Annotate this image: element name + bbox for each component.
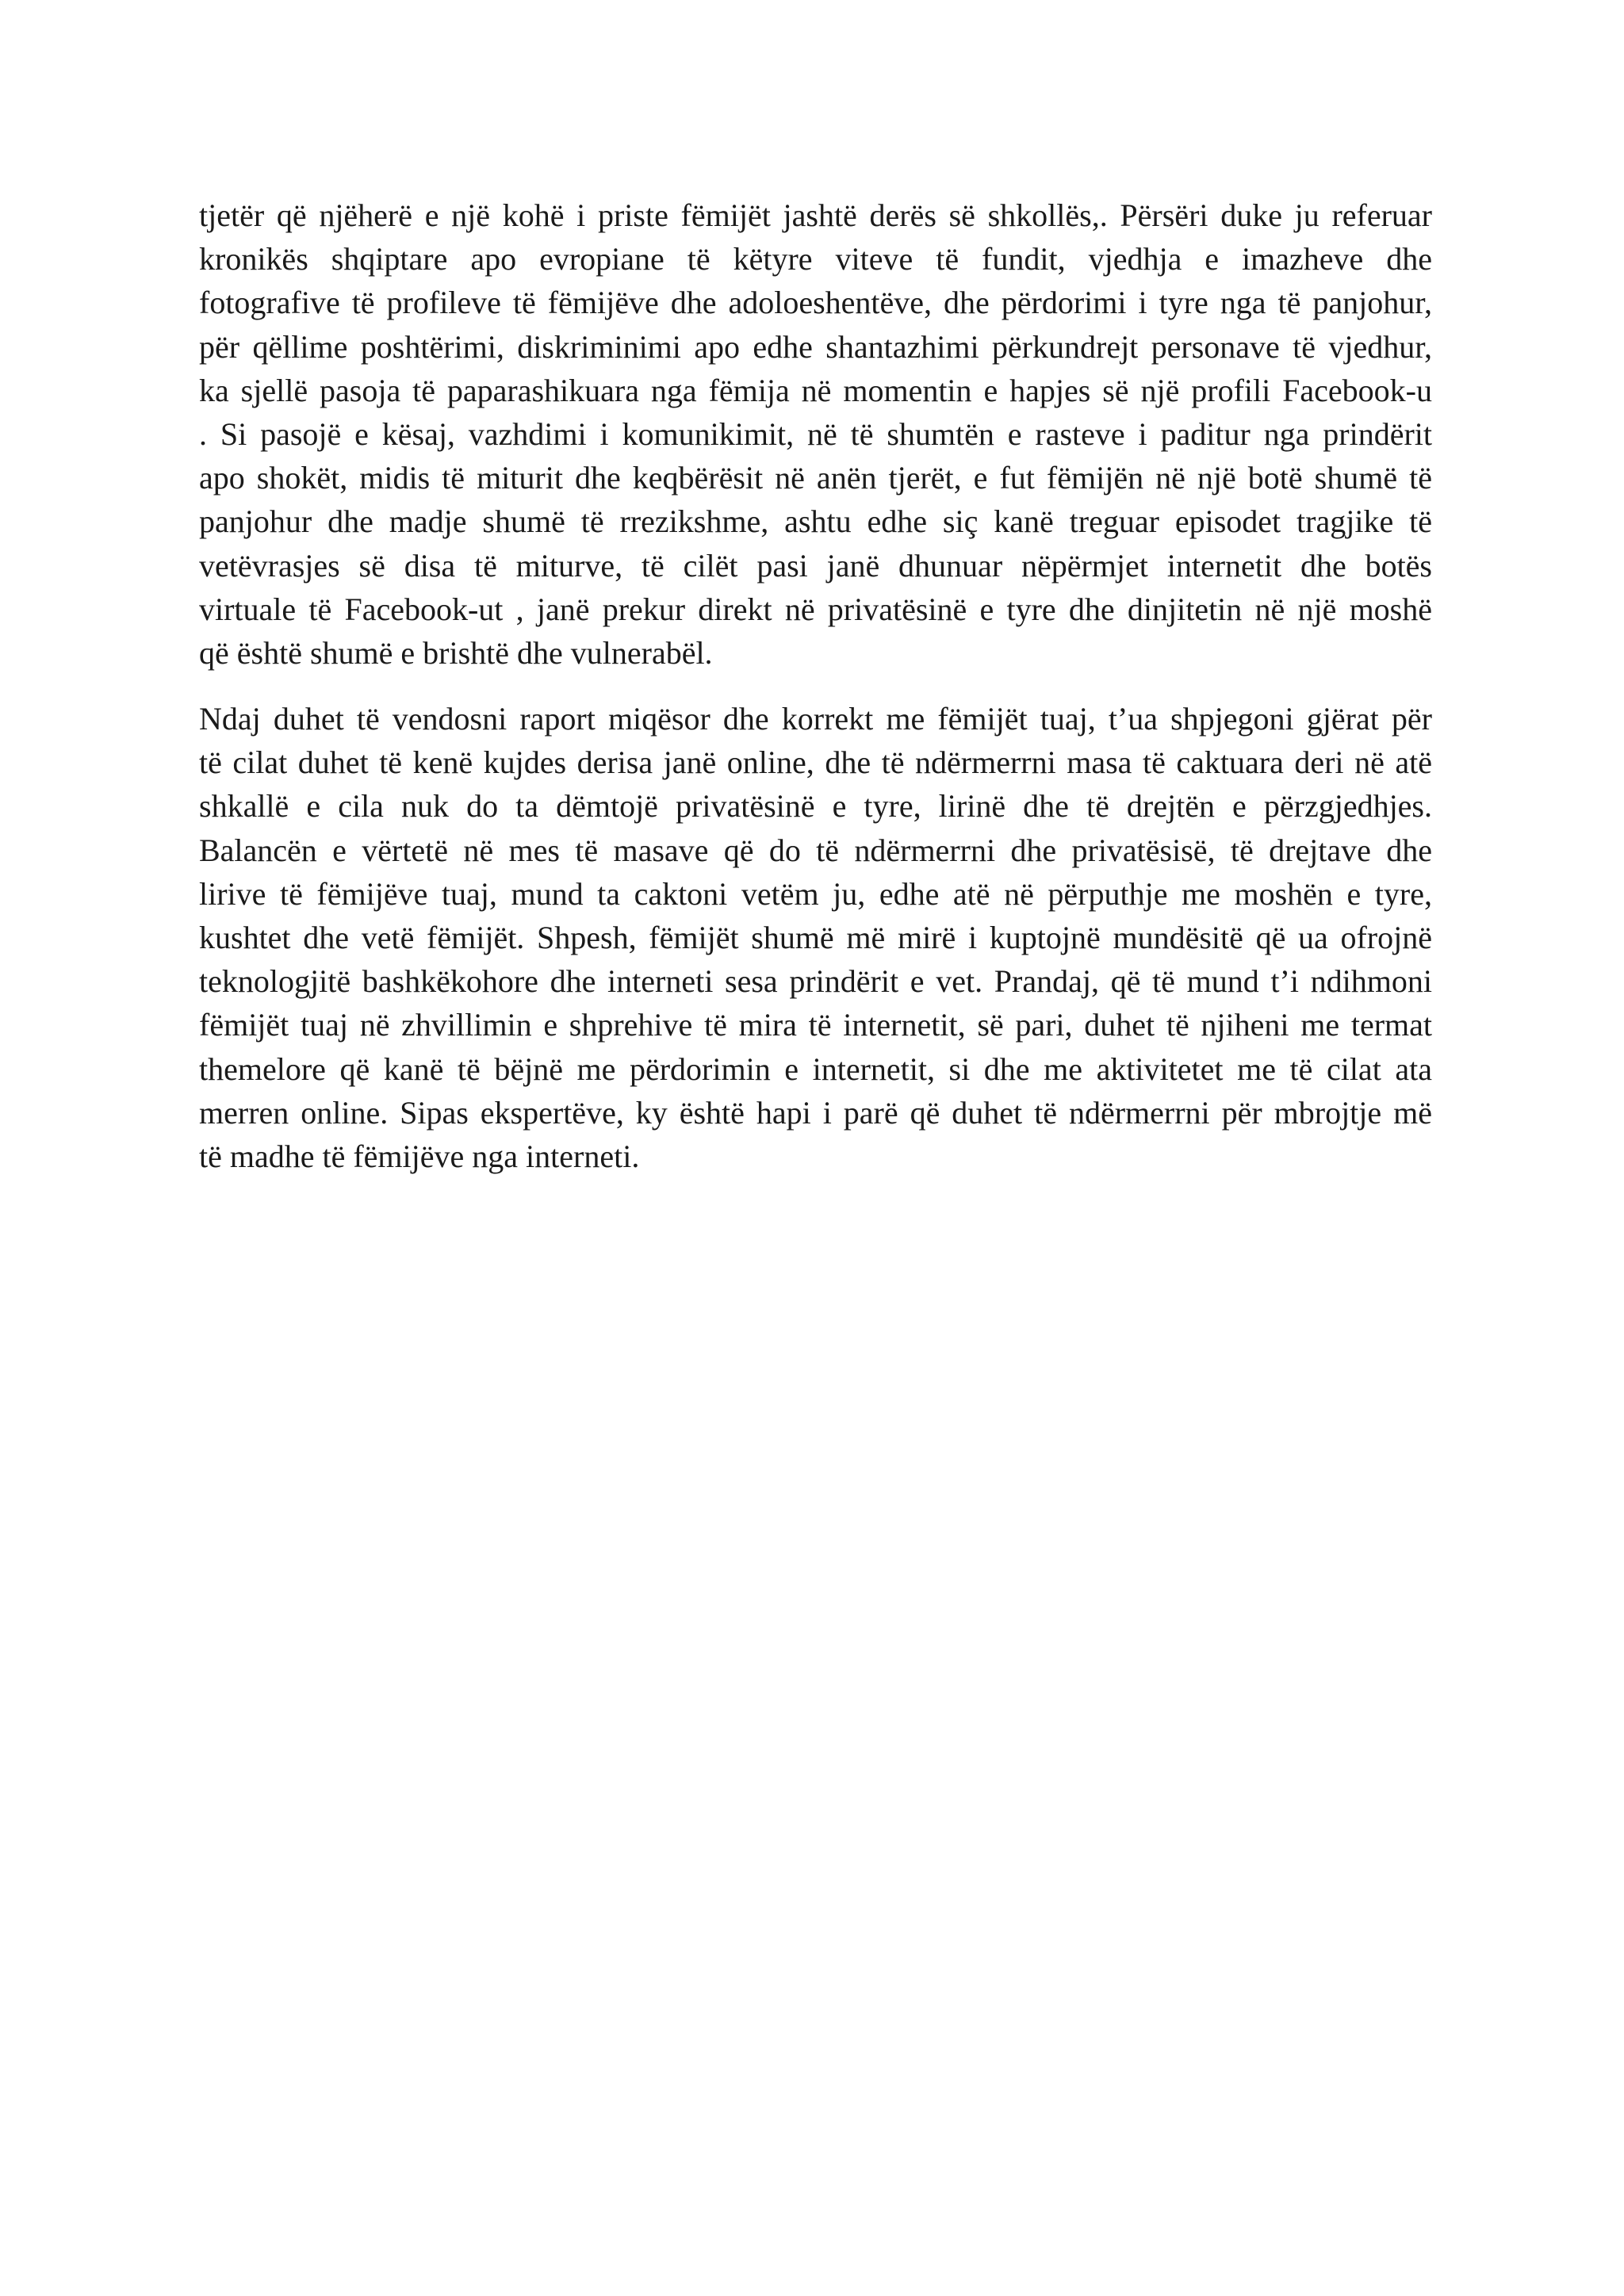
- paragraph-line: të madhe të fëmijëve nga interneti.: [199, 1138, 640, 1174]
- paragraph-line: vetëvrasjes së disa të miturve, të cilët pasi janë dhunuar nëpërmjet internetit dhe botës: [199, 547, 1432, 584]
- paragraph-line: . Si pasojë e kësaj, vazhdimi i komunikimit, në të shumtën e rasteve i paditur nga prindërit: [199, 415, 1432, 452]
- paragraph-line: Balancën e vërtetë në mes të masave që do të ndërmerrni dhe privatësisë, të drejtave dhe: [199, 832, 1432, 868]
- paragraph-2: [199, 697, 1432, 1178]
- paragraph-line: kronikës shqiptare apo evropiane të këtyre viteve të fundit, vjedhja e imazheve dhe: [199, 241, 1432, 277]
- paragraph-line: panjohur dhe madje shumë të rrezikshme, ashtu edhe siç kanë treguar episodet tragjike të: [199, 503, 1432, 540]
- paragraph-line: fëmijët tuaj në zhvillimin e shprehive të mira të internetit, së pari, duhet të njiheni me termat: [199, 1007, 1432, 1043]
- paragraph-line: për qëllime poshtërimi, diskriminimi apo edhe shantazhimi përkundrejt personave të vjedhur,: [199, 328, 1432, 365]
- paragraph-line: fotografive të profileve të fëmijëve dhe adoloeshentëve, dhe përdorimi i tyre nga të panjohur,: [199, 285, 1432, 321]
- paragraph-line: virtuale të Facebook-ut , janë prekur direkt në privatësinë e tyre dhe dinjitetin në një moshë: [199, 591, 1432, 627]
- paragraph-line: të cilat duhet të kenë kujdes derisa janë online, dhe të ndërmerrni masa të caktuara deri në atë: [199, 744, 1432, 781]
- document-body: [199, 193, 1432, 1178]
- paragraph-line: teknologjitë bashkëkohore dhe interneti sesa prindërit e vet. Prandaj, që të mund t’i ndihmoni: [199, 963, 1432, 1000]
- paragraph-line: merren online. Sipas ekspertëve, ky është hapi i parë që duhet të ndërmerrni për mbrojtje më: [199, 1094, 1432, 1131]
- paragraph-line: ka sjellë pasoja të paparashikuara nga fëmija në momentin e hapjes së një profili Facebook-u: [199, 372, 1432, 408]
- paragraph-line: apo shokët, midis të miturit dhe keqbërësit në anën tjerët, e fut fëmijën në një botë shumë të: [199, 460, 1432, 496]
- paragraph-line: që është shumë e brishtë dhe vulnerabël.: [199, 634, 713, 671]
- paragraph-line: kushtet dhe vetë fëmijët. Shpesh, fëmijët shumë më mirë i kuptojnë mundësitë që ua ofrojnë: [199, 920, 1432, 955]
- paragraph-1: [199, 193, 1432, 675]
- paragraph-line: themelore që kanë të bëjnë me përdorimin e internetit, si dhe me aktivitetet me të cilat ata: [199, 1050, 1432, 1087]
- paragraph-line: tjetër që njëherë e një kohë i priste fëmijët jashtë derës së shkollës,. Përsëri duke ju referuar: [199, 197, 1432, 233]
- paragraph-line: shkallë e cila nuk do ta dëmtojë privatësinë e tyre, lirinë dhe të drejtën e përzgjedhjes.: [199, 788, 1432, 825]
- paragraph-line: Ndaj duhet të vendosni raport miqësor dhe korrekt me fëmijët tuaj, t’ua shpjegoni gjërat për: [199, 701, 1432, 737]
- paragraph-line: lirive të fëmijëve tuaj, mund ta caktoni vetëm ju, edhe atë në përputhje me moshën e tyre,: [199, 875, 1432, 912]
